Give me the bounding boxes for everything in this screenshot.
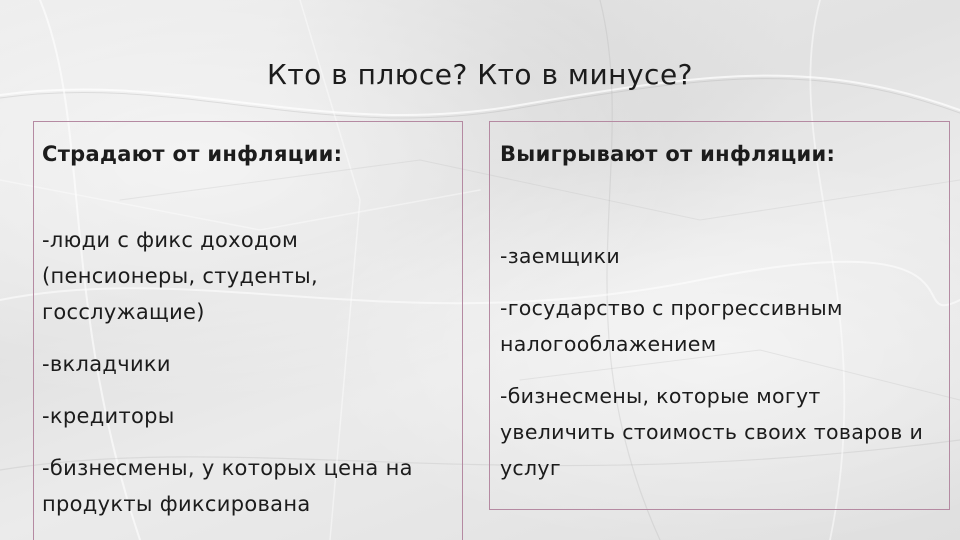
list-item: -люди с фикс доходом (пенсионеры, студенты, госслужащие) — [42, 228, 318, 324]
benefit-list — [500, 238, 939, 486]
list-item: -бизнесмены, у которых цена на продукты фиксирована — [42, 456, 413, 516]
slide-title: Кто в плюсе? Кто в минусе? — [266, 58, 694, 91]
list-item: -бизнесмены, которые могут увеличить стоимость своих товаров и услуг — [500, 384, 924, 480]
benefit-heading: Выигрывают от инфляции: — [500, 142, 836, 166]
benefit-panel — [489, 121, 950, 510]
list-item: -государство с прогрессивным налогооблажением — [500, 296, 843, 356]
list-item: -вкладчики — [42, 352, 171, 376]
suffer-list — [42, 222, 454, 522]
suffer-heading: Страдают от инфляции: — [42, 142, 343, 166]
list-item: -кредиторы — [42, 404, 175, 428]
suffer-panel — [33, 121, 463, 540]
list-item: -заемщики — [500, 244, 620, 268]
